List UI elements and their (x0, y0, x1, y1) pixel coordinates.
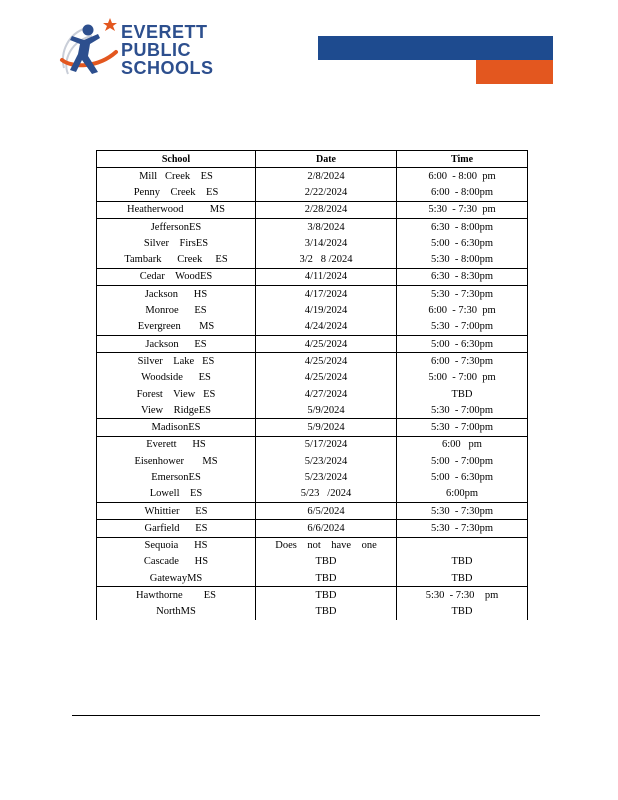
time-cell: 5:30 - 7:00pm (397, 319, 528, 336)
school-cell: NorthMS (97, 604, 256, 620)
table-row (97, 520, 528, 537)
school-cell: Garfield ES (97, 520, 256, 537)
header-time: Time (397, 151, 528, 168)
time-cell: 6:00 - 8:00 pm (397, 168, 528, 185)
table-row (97, 537, 528, 554)
date-cell: 4/25/2024 (256, 370, 397, 386)
school-cell: Tambark Creek ES (97, 251, 256, 268)
table-row (97, 353, 528, 370)
time-cell: TBD (397, 386, 528, 402)
date-cell: 5/17/2024 (256, 436, 397, 453)
header-school: School (97, 151, 256, 168)
school-cell: Heatherwood MS (97, 201, 256, 218)
school-cell: Mill Creek ES (97, 168, 256, 185)
time-cell: 6:00 pm (397, 436, 528, 453)
school-cell: Hawthorne ES (97, 587, 256, 604)
date-cell: 5/9/2024 (256, 419, 397, 436)
table-row (97, 235, 528, 251)
table-row (97, 554, 528, 570)
time-cell: 5:00 - 6:30pm (397, 235, 528, 251)
time-cell: 6:00pm (397, 486, 528, 503)
school-cell: Jackson ES (97, 335, 256, 352)
table-header-row (97, 151, 528, 168)
school-cell: Silver FirsES (97, 235, 256, 251)
time-cell: 5:30 - 7:00pm (397, 419, 528, 436)
school-cell: Sequoia HS (97, 537, 256, 554)
date-cell: 4/17/2024 (256, 286, 397, 303)
date-cell: 3/8/2024 (256, 218, 397, 235)
time-cell: 5:30 - 7:00pm (397, 402, 528, 419)
logo-line-everett: EVERETT (121, 22, 208, 42)
table-row (97, 570, 528, 587)
date-cell: 5/23 /2024 (256, 486, 397, 503)
date-cell: 4/19/2024 (256, 302, 397, 318)
date-cell: 4/25/2024 (256, 335, 397, 352)
table-row (97, 184, 528, 201)
date-cell: 2/28/2024 (256, 201, 397, 218)
school-cell: Woodside ES (97, 370, 256, 386)
table-row (97, 453, 528, 469)
time-cell: 5:30 - 7:30pm (397, 520, 528, 537)
school-cell: Cedar WoodES (97, 268, 256, 285)
time-cell: 6:30 - 8:00pm (397, 218, 528, 235)
school-cell: EmersonES (97, 469, 256, 485)
table-row (97, 302, 528, 318)
table-row (97, 335, 528, 352)
time-cell: 6:00 - 7:30pm (397, 353, 528, 370)
table-row (97, 168, 528, 185)
table-row (97, 469, 528, 485)
school-cell: Forest View ES (97, 386, 256, 402)
school-cell: Monroe ES (97, 302, 256, 318)
table-row (97, 402, 528, 419)
date-cell: Does not have one (256, 537, 397, 554)
school-cell: GatewayMS (97, 570, 256, 587)
date-cell: TBD (256, 604, 397, 620)
logo-line-public: PUBLIC (121, 40, 191, 60)
table-row (97, 486, 528, 503)
footer-divider (72, 715, 540, 716)
time-cell: 5:30 - 7:30pm (397, 286, 528, 303)
date-cell: 4/25/2024 (256, 353, 397, 370)
logo-wordmark (121, 23, 214, 77)
school-cell: Jackson HS (97, 286, 256, 303)
date-cell: 4/11/2024 (256, 268, 397, 285)
header-orange-bar (476, 60, 553, 84)
time-cell: 5:30 - 7:30 pm (397, 587, 528, 604)
header-date: Date (256, 151, 397, 168)
time-cell: 5:00 - 7:00 pm (397, 370, 528, 386)
time-cell: TBD (397, 570, 528, 587)
school-cell: Everett HS (97, 436, 256, 453)
table-row (97, 502, 528, 519)
running-figure-globe-icon (58, 16, 120, 82)
date-cell: 4/27/2024 (256, 386, 397, 402)
school-cell: Silver Lake ES (97, 353, 256, 370)
time-cell: 6:30 - 8:30pm (397, 268, 528, 285)
date-cell: 2/22/2024 (256, 184, 397, 201)
date-cell: TBD (256, 587, 397, 604)
table-row (97, 587, 528, 604)
date-cell: 6/5/2024 (256, 502, 397, 519)
school-cell: Penny Creek ES (97, 184, 256, 201)
school-cell: Evergreen MS (97, 319, 256, 336)
table-row (97, 319, 528, 336)
school-cell: Whittier ES (97, 502, 256, 519)
school-cell: JeffersonES (97, 218, 256, 235)
table-row (97, 419, 528, 436)
time-cell: 5:30 - 7:30pm (397, 502, 528, 519)
time-cell: 5:00 - 6:30pm (397, 335, 528, 352)
date-cell: 6/6/2024 (256, 520, 397, 537)
logo-line-schools: SCHOOLS (121, 58, 214, 78)
school-cell: Eisenhower MS (97, 453, 256, 469)
schedule-table (96, 150, 528, 620)
date-cell: TBD (256, 554, 397, 570)
everett-public-schools-logo (58, 16, 228, 86)
date-cell: 4/24/2024 (256, 319, 397, 336)
date-cell: 5/23/2024 (256, 469, 397, 485)
table-row (97, 201, 528, 218)
date-cell: 2/8/2024 (256, 168, 397, 185)
school-cell: Cascade HS (97, 554, 256, 570)
date-cell: 3/14/2024 (256, 235, 397, 251)
table-row (97, 218, 528, 235)
time-cell (397, 537, 528, 554)
school-cell: MadisonES (97, 419, 256, 436)
table-row (97, 251, 528, 268)
time-cell: 6:00 - 7:30 pm (397, 302, 528, 318)
time-cell: 5:00 - 7:00pm (397, 453, 528, 469)
time-cell: 5:30 - 8:00pm (397, 251, 528, 268)
table-row (97, 436, 528, 453)
table-row (97, 268, 528, 285)
table-row (97, 286, 528, 303)
table-row (97, 604, 528, 620)
table-row (97, 370, 528, 386)
date-cell: 5/9/2024 (256, 402, 397, 419)
date-cell: 5/23/2024 (256, 453, 397, 469)
time-cell: 6:00 - 8:00pm (397, 184, 528, 201)
time-cell: TBD (397, 604, 528, 620)
header-blue-bar (318, 36, 553, 60)
time-cell: 5:00 - 6:30pm (397, 469, 528, 485)
table-row (97, 386, 528, 402)
date-cell: 3/2 8 /2024 (256, 251, 397, 268)
school-cell: Lowell ES (97, 486, 256, 503)
school-cell: View RidgeES (97, 402, 256, 419)
time-cell: TBD (397, 554, 528, 570)
time-cell: 5:30 - 7:30 pm (397, 201, 528, 218)
date-cell: TBD (256, 570, 397, 587)
